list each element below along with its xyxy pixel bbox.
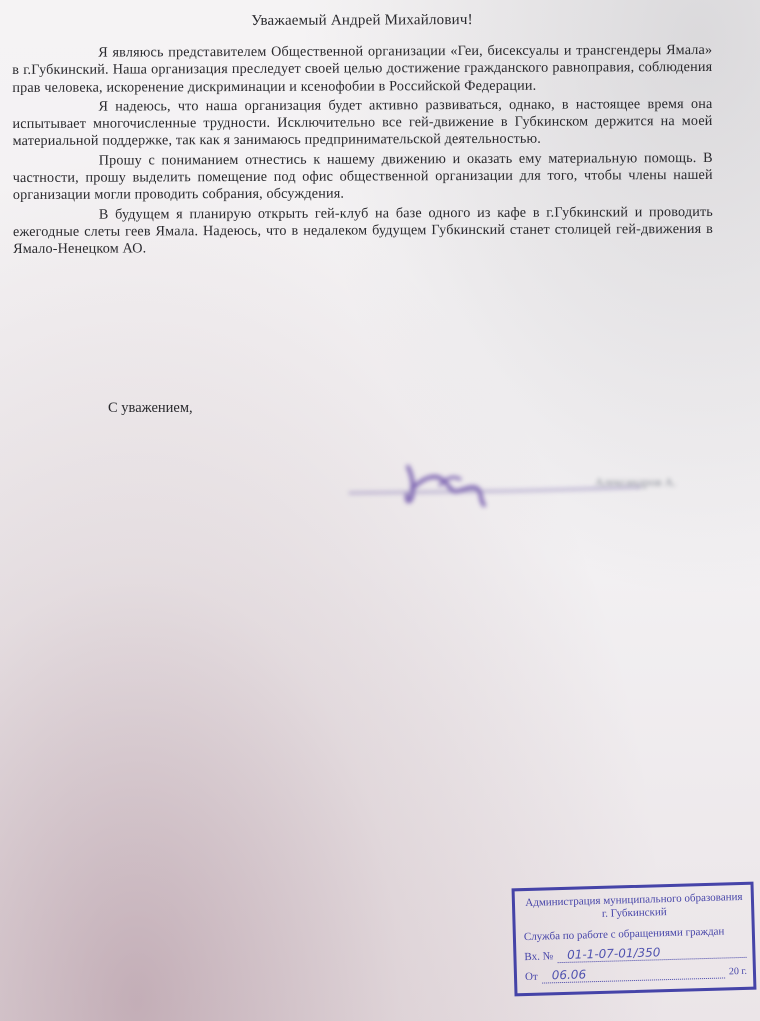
stamp-year-suffix: 20 г. (728, 965, 748, 978)
stamp-number-label: Вх. № (524, 950, 554, 964)
stamp-number-value: 01-1-07-01/350 (557, 943, 747, 963)
paragraph-1: Я являюсь представителем Общественной организации «Геи, бисексуалы и трансгендеры Ямала» в г.Губкинский. Наша организация преследует своей целью достижение гражданского равноправия, соблюдения прав человека, искоренение дискриминации и ксенофобии в Российской Федерации. (12, 41, 713, 96)
stamp-line-service: Служба по работе с обращениями граждан (523, 925, 725, 944)
salutation: Уважаемый Андрей Михайлович! (251, 11, 473, 29)
paragraph-3: Прошу с пониманием отнестись к нашему движению и оказать ему материальную помощь. В частности, прошу выделить помещение под офис общественной организации для того, чтобы члены нашей организации могли проводить собрания, обсуждения. (12, 149, 713, 204)
letter-body (12, 3, 713, 261)
paragraph-4: В будущем я планирую открыть гей-клуб на базе одного из кафе в г.Губкинский и проводить ежегодные слеты геев Ямала. Надеюсь, что в недалеком будущем Губкинский станет столицей гей-движения в Ямало-Ненецком АО. (12, 203, 714, 258)
stamp-date-value: 06.06 (542, 963, 726, 983)
registration-stamp (512, 882, 757, 997)
signature-area (340, 445, 720, 525)
stamp-line-city: г. Губкинский (601, 906, 667, 920)
signer-name-blurred: Александров А. (595, 475, 677, 489)
stamp-number-row (524, 943, 746, 964)
paragraph-2: Я надеюсь, что наша организация будет активно развиваться, однако, в настоящее время она испытывает многочисленные трудности. Исключительно все гей-движение в Губкинском держится на моей материальной поддержке, так как я занимаюсь предпринимательской деятельностью. (12, 95, 713, 150)
stamp-date-row (525, 963, 747, 985)
stamp-date-label: От (524, 970, 538, 984)
stamp-line-administration: Администрация муниципального образования (525, 890, 743, 910)
closing: С уважением, (108, 400, 193, 416)
